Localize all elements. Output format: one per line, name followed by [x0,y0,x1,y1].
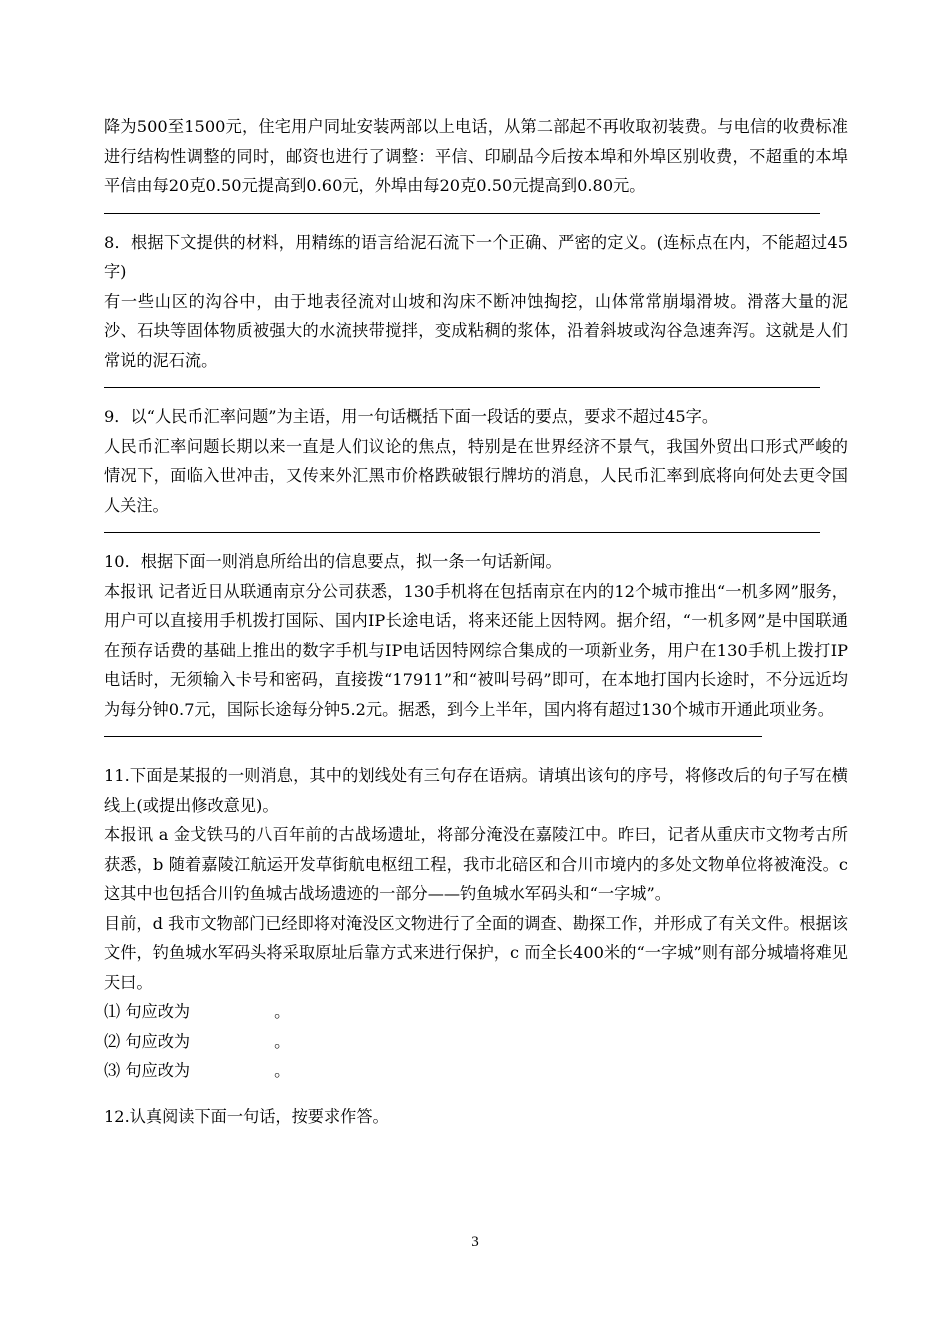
q8-prompt: 8．根据下文提供的材料，用精练的语言给泥石流下一个正确、严密的定义。(连标点在内，不能超过45字) [104,232,848,281]
answer-line-q8[interactable] [104,387,820,388]
answer-line-q10[interactable] [104,736,762,737]
q11-material-1: 本报讯 a 金戈铁马的八百年前的古战场遗址，将部分淹没在嘉陵江中。昨曰，记者从重庆市文物考古所获悉，b 随着嘉陵江航运开发草街航电枢纽工程，我市北碚区和合川市境内的多处文物单位将被淹没。c 这其中也包括合川钓鱼城古战场遗迹的一部分——钓鱼城水军码头和“一字城”。 [104,825,848,903]
q11-answer-2 [104,1027,848,1057]
q10-material: 本报讯 记者近日从联通南京分公司获悉，130手机将在包括南京在内的12个城市推出“一机多网”服务，用户可以直接用手机拨打国际、国内IP长途电话，将来还能上因特网。据介绍，“一机多网”是中国联通在预存话费的基础上推出的数字手机与IP电话因特网综合集成的一项新业务，用户在130手机上拨打IP电话时，无须输入卡号和密码，直接拨“17911”和“被叫号码”即可，在本地打国内长途时，不分远近均为每分钟0.7元，国际长途每分钟5.2元。据悉，到今上半年，国内将有超过130个城市开通此项业务。 [104,581,848,719]
q11-answer-1 [104,997,848,1027]
q9-material: 人民币汇率问题长期以来一直是人们议论的焦点，特别是在世界经济不景气，我国外贸出口形式严峻的情况下，面临入世冲击，又传来外汇黑市价格跌破银行牌坊的消息，人民币汇率到底将向何处去更令国人关注。 [104,436,848,515]
q10-prompt: 10．根据下面一则消息所给出的信息要点，拟一条一句话新闻。 [104,552,562,571]
document-page [104,112,848,1131]
q11-answer-end: 。 [274,1031,291,1051]
q11-prompt: 11.下面是某报的一则消息，其中的划线处有三句存在语病。请填出该句的序号，将修改后的句子写在横线上(或提出修改意见)。 [104,766,848,815]
q11-answer-end: 。 [274,1061,291,1080]
q11-answer-label: ⑶ 句应改为 [104,1061,191,1080]
answer-line-intro[interactable] [104,213,820,214]
q11-answer-end: 。 [274,1002,291,1021]
q12-prompt: 12.认真阅读下面一句话，按要求作答。 [104,1106,389,1126]
q9-prompt: 9．以“人民币汇率问题”为主语，用一句话概括下面一段话的要点，要求不超过45字。 [104,407,719,426]
q11-answer-3 [104,1056,848,1086]
answer-line-q9[interactable] [104,532,820,533]
page-number: 3 [471,1234,479,1250]
q8-material: 有一些山区的沟谷中，由于地表径流对山坡和沟床不断冲蚀掏挖，山体常常崩塌滑坡。滑落大量的泥沙、石块等固体物质被强大的水流挟带搅拌，变成粘稠的浆体，沿着斜坡或沟谷急速奔泻。这就是人们常说的泥石流。 [104,291,848,370]
intro-paragraph: 降为500至1500元，住宅用户同址安装两部以上电话，从第二部起不再收取初装费。与电信的收费标准进行结构性调整的同时，邮资也进行了调整：平信、印刷品今后按本埠和外埠区别收费，不超重的本埠平信由每20克0.50元提高到0.60元，外埠由每20克0.50元提高到0.80元。 [104,117,848,195]
q11-answer-label: ⑵ 句应改为 [104,1031,191,1051]
q11-material-2: 目前，d 我市文物部门已经即将对淹没区文物进行了全面的调查、勘探工作，并形成了有关文件。根据该文件，钓鱼城水军码头将采取原址后靠方式来进行保护，c 而全长400米的“一字城”则有部分城墙将难见天曰。 [104,913,848,992]
q11-answer-label: ⑴ 句应改为 [104,1002,191,1021]
